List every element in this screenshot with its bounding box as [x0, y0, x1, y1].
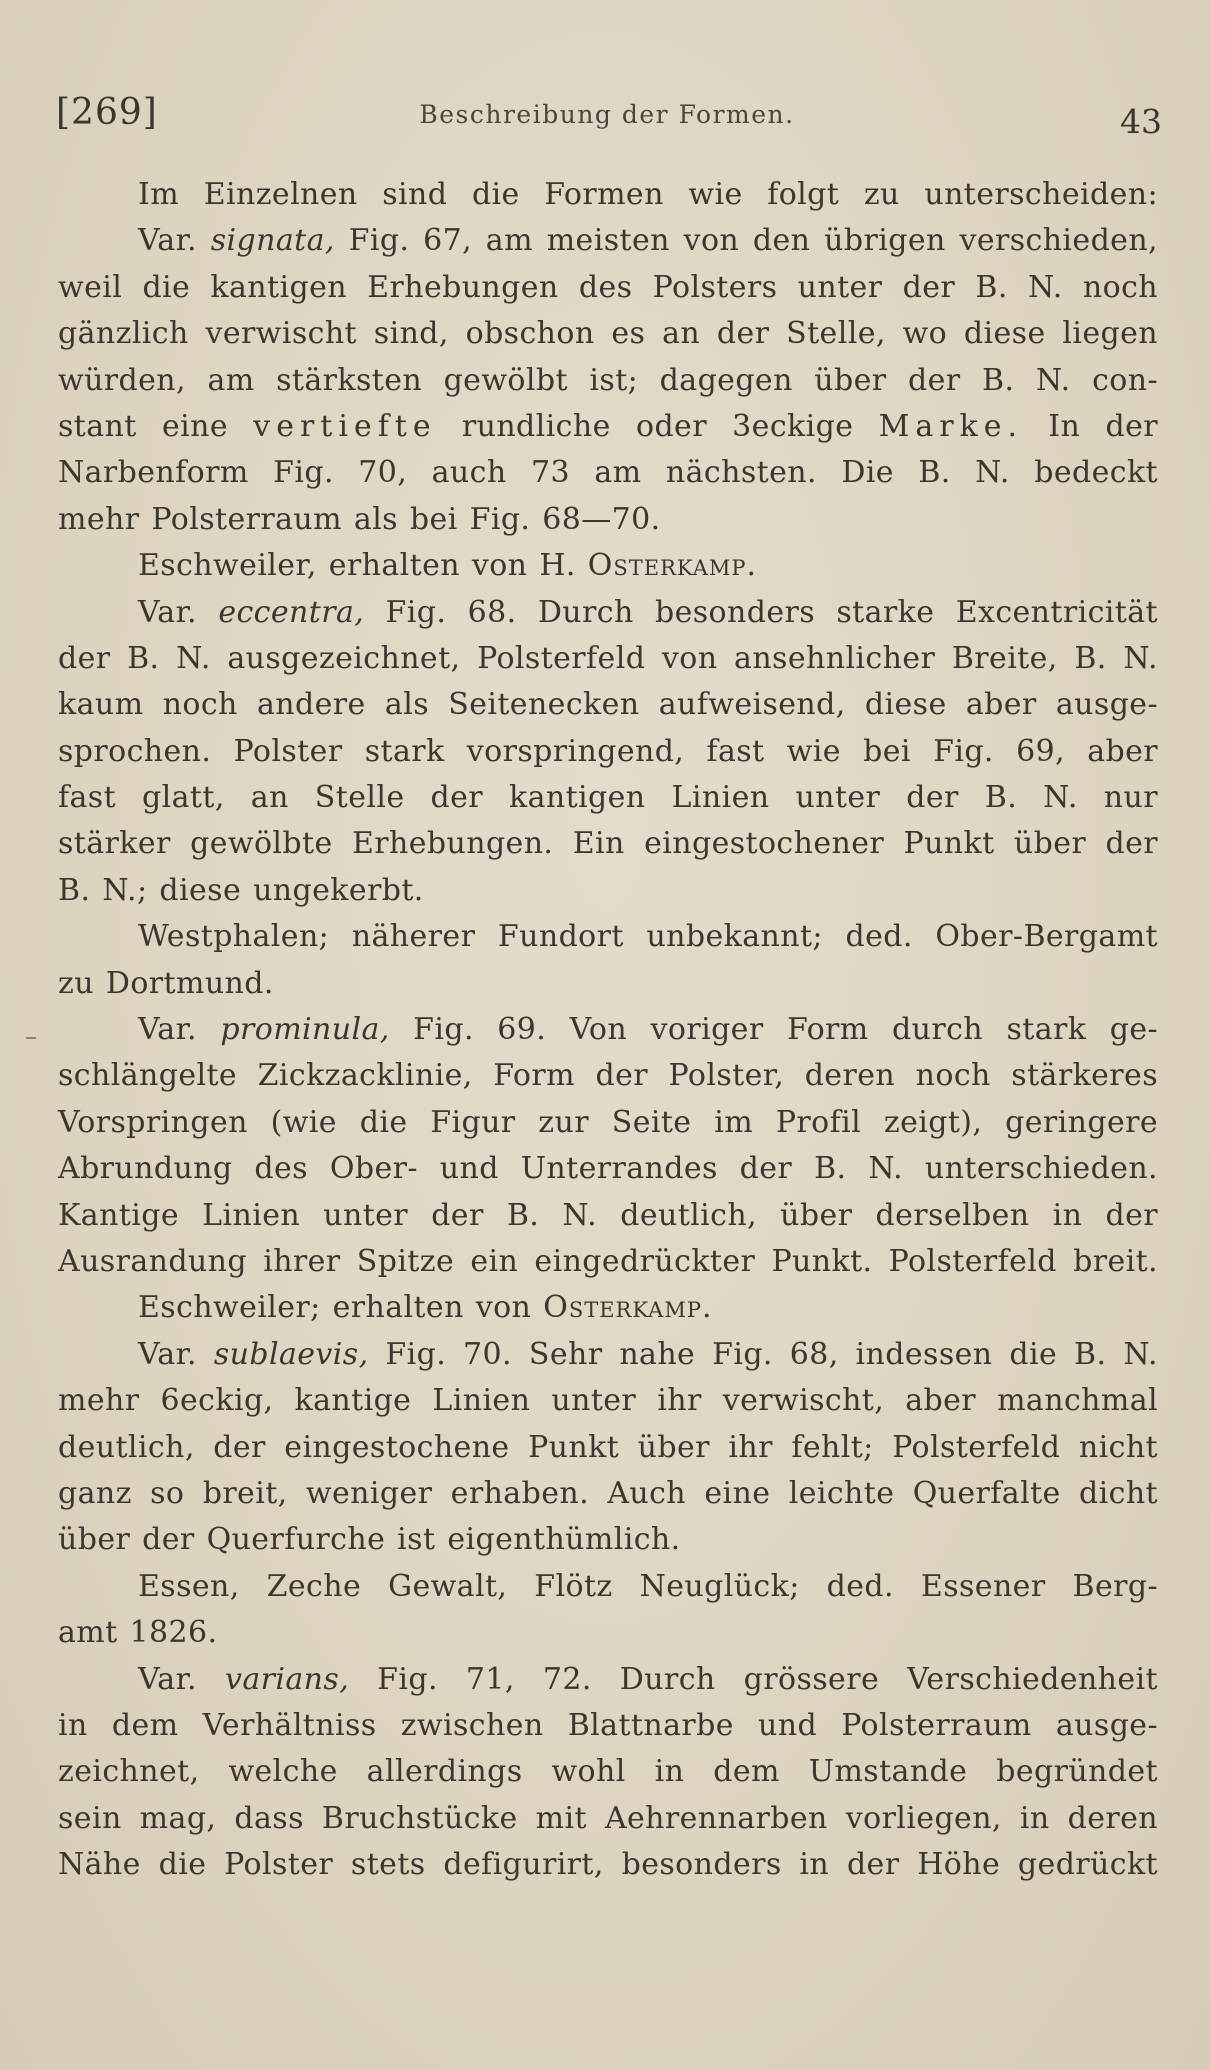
text-line: gänzlich verwischt sind, obschon es an der Stelle, wo diese liegen: [58, 316, 1158, 352]
text-line: stärker gewölbte Erhebungen. Ein eingestochener Punkt über der: [58, 826, 1158, 862]
page-number: 43: [1120, 102, 1162, 141]
locality-line: zu Dortmund.: [58, 965, 274, 1001]
margin-mark: [26, 1037, 36, 1039]
variety-name: prominula,: [220, 1012, 390, 1048]
locality-line: amt 1826.: [58, 1615, 218, 1651]
text-line: sein mag, dass Bruchstücke mit Aehrennarben vorliegen, in deren: [58, 1800, 1158, 1836]
collector-name: Osterkamp.: [543, 1290, 713, 1326]
text-line: Nähe die Polster stets defigurirt, besonders in der Höhe gedrückt: [58, 1847, 1158, 1883]
text-line: Im Einzelnen sind die Formen wie folgt zu unterscheiden:: [138, 177, 1158, 212]
text-line: Kantige Linien unter der B. N. deutlich, über derselben in der: [58, 1197, 1158, 1233]
text-line: über der Querfurche ist eigenthümlich.: [58, 1522, 681, 1558]
variety-name: signata,: [210, 223, 335, 259]
text-line: Var. eccentra, Fig. 68. Durch besonders starke Excentricität: [138, 594, 1158, 630]
text-line: würden, am stärksten gewölbt ist; dagegen über der B. N. con-: [58, 362, 1158, 398]
text-line: sprochen. Polster stark vorspringend, fast wie bei Fig. 69, aber: [58, 733, 1158, 769]
emphasis-spaced: vertiefte: [253, 408, 437, 444]
text-line: fast glatt, an Stelle der kantigen Linien unter der B. N. nur: [58, 780, 1158, 816]
text-line: der B. N. ausgezeichnet, Polsterfeld von ansehnlicher Breite, B. N.: [58, 640, 1158, 676]
text-line: deutlich, der eingestochene Punkt über ihr fehlt; Polsterfeld nicht: [58, 1429, 1158, 1465]
text-line: kaum noch andere als Seitenecken aufweisend, diese aber ausge-: [58, 687, 1158, 723]
body-text: [58, 172, 1158, 1888]
variety-name: sublaevis,: [213, 1336, 369, 1372]
text-line: in dem Verhältniss zwischen Blattnarbe und Polsterraum ausge-: [58, 1707, 1158, 1743]
text-line: ganz so breit, weniger erhaben. Auch eine leichte Querfalte dicht: [58, 1475, 1158, 1511]
variety-name: varians,: [225, 1661, 350, 1697]
text-line: Var. varians, Fig. 71, 72. Durch grössere Verschiedenheit: [138, 1661, 1158, 1697]
text-line: Abrundung des Ober- und Unterrandes der B. N. unterschieden.: [58, 1151, 1158, 1187]
locality-line: Essen, Zeche Gewalt, Flötz Neuglück; ded. Essener Berg-: [138, 1568, 1158, 1604]
text-line: B. N.; diese ungekerbt.: [58, 872, 424, 908]
text-line: Vorspringen (wie die Figur zur Seite im Profil zeigt), geringere: [58, 1104, 1158, 1140]
text-line: Var. signata, Fig. 67, am meisten von den übrigen verschieden,: [138, 223, 1158, 259]
emphasis-spaced: Marke.: [878, 408, 1024, 444]
text-line: Narbenform Fig. 70, auch 73 am nächsten. Die B. N. bedeckt: [58, 455, 1158, 491]
text-line: mehr 6eckig, kantige Linien unter ihr verwischt, aber manchmal: [58, 1383, 1158, 1419]
locality-line: Eschweiler, erhalten von H. Osterkamp.: [138, 548, 758, 584]
text-line: weil die kantigen Erhebungen des Polsters unter der B. N. noch: [58, 269, 1158, 305]
collector-name: Osterkamp.: [587, 548, 758, 584]
text-line: Ausrandung ihrer Spitze ein eingedrückter Punkt. Polsterfeld breit.: [58, 1243, 1158, 1279]
text-line: zeichnet, welche allerdings wohl in dem Umstande begründet: [58, 1754, 1158, 1790]
page-header: [52, 92, 1162, 142]
text-line: Var. sublaevis, Fig. 70. Sehr nahe Fig. 68, indessen die B. N.: [138, 1336, 1158, 1372]
text-line: schlängelte Zickzacklinie, Form der Polster, deren noch stärkeres: [58, 1058, 1158, 1094]
text-line: Var. prominula, Fig. 69. Von voriger Form durch stark ge-: [138, 1012, 1159, 1048]
variety-name: eccentra,: [218, 594, 365, 630]
locality-line: Westphalen; näherer Fundort unbekannt; ded. Ober-Bergamt: [138, 919, 1158, 955]
locality-line: Eschweiler; erhalten von Osterkamp.: [138, 1290, 713, 1326]
text-line: mehr Polsterraum als bei Fig. 68—70.: [58, 501, 661, 537]
running-title: Beschreibung der Formen.: [419, 100, 795, 129]
text-line: stant eine vertiefte rundliche oder 3eckige Marke. In der: [58, 408, 1158, 444]
original-page-reference: [269]: [56, 92, 158, 133]
